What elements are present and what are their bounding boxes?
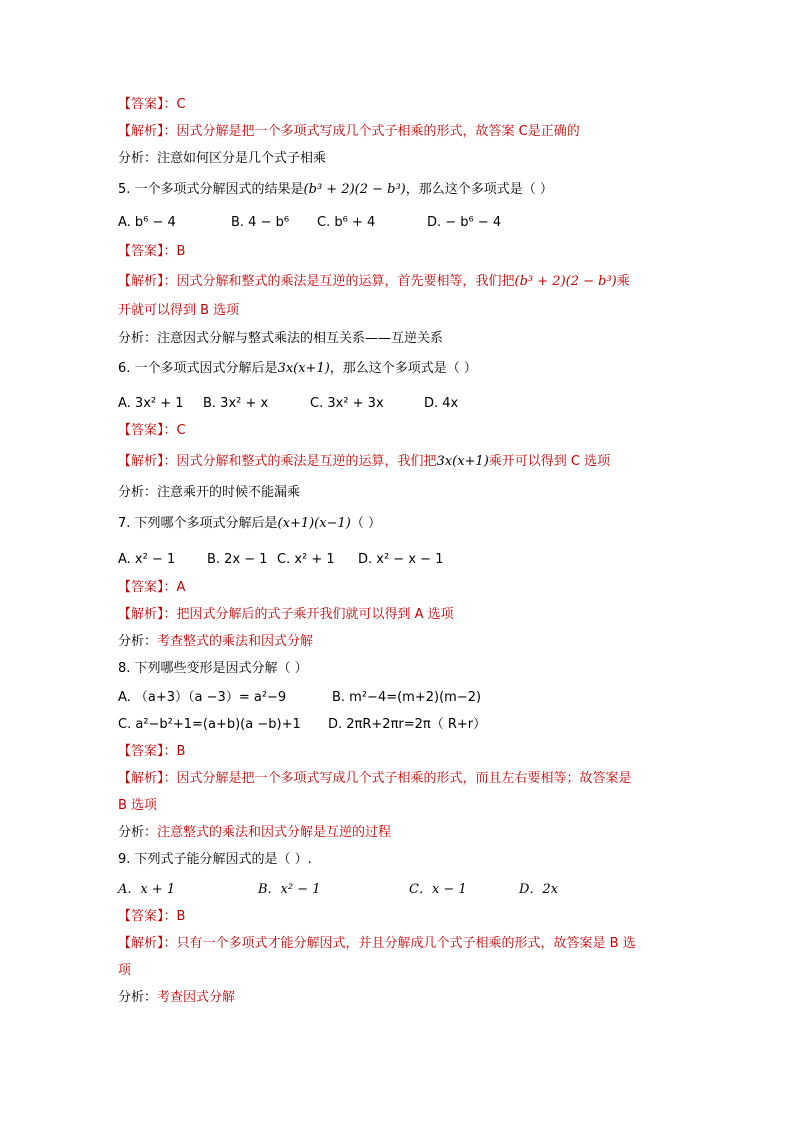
q6-option-c: C. 3x² + 3x: [310, 396, 384, 411]
q7-note: 考查整式的乘法和因式分解: [157, 634, 314, 649]
analysis-label: 【解析】：: [118, 771, 177, 786]
q8-option-b: B. m²−4=(m+2)(m−2): [332, 690, 482, 705]
q5-option-d: D. − b⁶ − 4: [427, 215, 502, 230]
note-label: 分析：: [118, 825, 158, 840]
q9-answer: B: [176, 909, 186, 924]
note-label: 分析：: [118, 634, 158, 649]
q4-answer-line: [118, 96, 186, 114]
q5-answer: B: [176, 244, 186, 259]
q7-note-line: [118, 633, 313, 651]
q8-option-c: C. a²−b²+1=(a+b)(a −b)+1: [118, 717, 301, 732]
answer-label: 【答案】：: [118, 909, 177, 924]
q6-analysis-line: [118, 453, 610, 471]
q5-stem: [118, 181, 553, 199]
q7-stem-tail: （ ）: [350, 516, 381, 531]
q6-option-b: B. 3x² + x: [203, 396, 269, 411]
q5-analysis-text: 因式分解和整式的乘法是互逆的运算，首先要相等，我们把: [176, 274, 515, 289]
q4-answer: C: [176, 97, 186, 112]
q5-answer-line: [118, 243, 185, 261]
q6-answer-line: [118, 422, 186, 440]
q9-analysis-text: 只有一个多项式才能分解因式，并且分解成几个式子相乘的形式，故答案是 B 选: [176, 936, 636, 951]
q9-option-b: B．x² − 1: [258, 882, 321, 897]
q5-option-a: A. b⁶ − 4: [118, 215, 176, 230]
q8-note-line: [118, 824, 391, 842]
q7-analysis-line: [118, 606, 454, 624]
q7-option-a: A. x² − 1: [118, 552, 176, 567]
q9-analysis-line-1: [118, 935, 636, 953]
q5-note-line: [118, 330, 443, 348]
answer-label: 【答案】：: [118, 580, 177, 595]
q7-stem: [118, 515, 381, 533]
q8-option-d: D. 2πR+2πr=2π（ R+r）: [328, 717, 487, 732]
q8-analysis-text: 因式分解是把一个多项式写成几个式子相乘的形式，而且左右要相等；故答案是: [176, 771, 632, 786]
answer-label: 【答案】：: [118, 244, 177, 259]
q6-stem-expression: 3x(x+1): [277, 361, 330, 376]
q6-note: 注意乘开的时候不能漏乘: [157, 485, 301, 500]
analysis-label: 【解析】：: [118, 454, 177, 469]
q7-analysis: 把因式分解后的式子乘开我们就可以得到 A 选项: [176, 607, 454, 622]
q5-stem-expression: (b³ + 2)(2 − b³): [303, 182, 406, 197]
q9-option-a: A．x + 1: [118, 882, 176, 897]
q7-answer-line: [118, 579, 185, 597]
analysis-label: 【解析】：: [118, 607, 177, 622]
q5-stem-tail: ，那么这个多项式是（ ）: [405, 182, 553, 197]
q8-option-a: A. （a+3）（a −3）= a²−9: [118, 690, 287, 705]
q5-analysis-expression: (b³ + 2)(2 − b³): [514, 274, 617, 289]
note-label: 分析：: [118, 331, 158, 346]
q8-answer: B: [176, 744, 186, 759]
note-label: 分析：: [118, 990, 158, 1005]
note-label: 分析：: [118, 151, 158, 166]
q6-analysis-text: 因式分解和整式的乘法是互逆的运算，我们把: [176, 454, 437, 469]
q5-analysis-tail: 乘: [616, 274, 630, 289]
q7-answer: A: [176, 580, 186, 595]
q5-option-c: C. b⁶ + 4: [317, 215, 376, 230]
q5-analysis-line-2: 开就可以得到 B 选项: [118, 303, 240, 318]
q6-stem: [118, 360, 477, 378]
q7-option-b: B. 2x − 1: [207, 552, 268, 567]
q7-option-d: D. x² − x − 1: [358, 552, 444, 567]
q8-stem: 8. 下列哪些变形是因式分解（ ）: [118, 661, 308, 676]
q5-stem-text: 5. 一个多项式分解因式的结果是: [118, 182, 304, 197]
q9-option-d: D．2x: [519, 882, 559, 897]
q9-analysis-line-2: 项: [118, 963, 132, 978]
q6-option-d: D. 4x: [424, 396, 459, 411]
q5-option-b: B. 4 − b⁶: [231, 215, 290, 230]
q6-stem-tail: ，那么这个多项式是（ ）: [329, 361, 477, 376]
note-label: 分析：: [118, 485, 158, 500]
q4-note: 注意如何区分是几个式子相乘: [157, 151, 327, 166]
q8-answer-line: [118, 743, 185, 761]
q5-analysis-line-1: [118, 273, 630, 291]
q5-note: 注意因式分解与整式乘法的相互关系——互逆关系: [157, 331, 444, 346]
q7-stem-text: 7. 下列哪个多项式分解后是: [118, 516, 278, 531]
q9-answer-line: [118, 908, 185, 926]
q6-note-line: [118, 484, 300, 502]
q8-note: 注意整式的乘法和因式分解是互逆的过程: [157, 825, 392, 840]
analysis-label: 【解析】：: [118, 274, 177, 289]
q4-note-line: [118, 150, 326, 168]
answer-label: 【答案】：: [118, 97, 177, 112]
q9-note-line: [118, 989, 235, 1007]
q9-note: 考查因式分解: [157, 990, 236, 1005]
q6-answer: C: [176, 423, 186, 438]
analysis-label: 【解析】：: [118, 936, 177, 951]
q6-analysis-expression: 3x(x+1): [436, 454, 489, 469]
answer-label: 【答案】：: [118, 744, 177, 759]
q4-analysis: 因式分解是把一个多项式写成几个式子相乘的形式，故答案 C是正确的: [176, 124, 580, 139]
q7-stem-expression: (x+1)(x−1): [277, 516, 351, 531]
q8-analysis-line-1: [118, 770, 632, 788]
analysis-label: 【解析】：: [118, 124, 177, 139]
q4-analysis-line: [118, 123, 580, 141]
q9-stem: 9. 下列式子能分解因式的是（ ）.: [118, 852, 312, 867]
q9-option-c: C．x − 1: [409, 882, 467, 897]
answer-label: 【答案】：: [118, 423, 177, 438]
q6-analysis-tail: 乘开可以得到 C 选项: [488, 454, 611, 469]
q7-option-c: C. x² + 1: [277, 552, 335, 567]
q6-stem-text: 6. 一个多项式因式分解后是: [118, 361, 278, 376]
q6-option-a: A. 3x² + 1: [118, 396, 184, 411]
q8-analysis-line-2: B 选项: [118, 798, 158, 813]
